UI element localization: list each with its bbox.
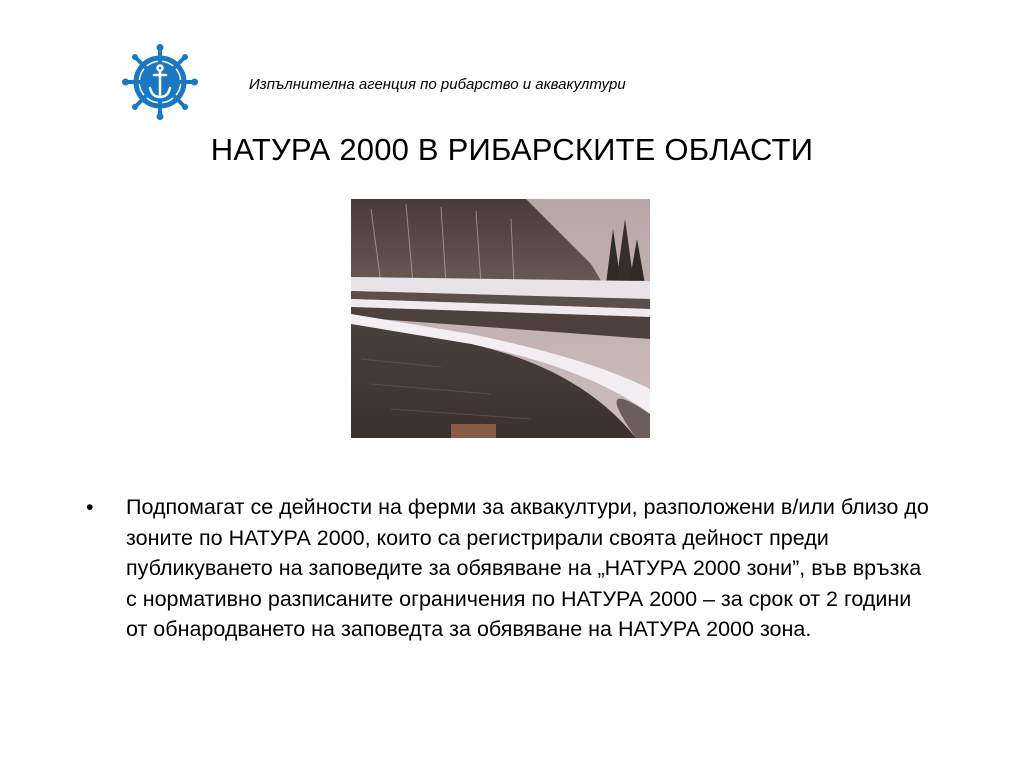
agency-logo	[122, 44, 198, 120]
agency-name: Изпълнителна агенция по рибарство и аквакултури	[249, 76, 626, 93]
slide-title: НАТУРА 2000 В РИБАРСКИТЕ ОБЛАСТИ	[210, 132, 814, 167]
ship-wheel-anchor-icon	[122, 44, 198, 120]
bullet-list	[86, 492, 936, 645]
bullet-text: Подпомагат се дейности на ферми за аквакултури, разположени в/или близо до зоните по НАТУРА 2000, които са регистрирали своята дейност преди публикуването на заповедите за обявяване на „НАТУРА 2000 зони”, във връзка с нормативно разписаните ограничения по НАТУРА 2000 – за срок от 2 години от обнародването на заповедта за обявяване на НАТУРА 2000 зона.	[126, 495, 929, 641]
bullet-marker: •	[86, 495, 94, 519]
list-item	[86, 492, 936, 645]
winter-fish-farm-ponds-photo	[351, 199, 650, 438]
